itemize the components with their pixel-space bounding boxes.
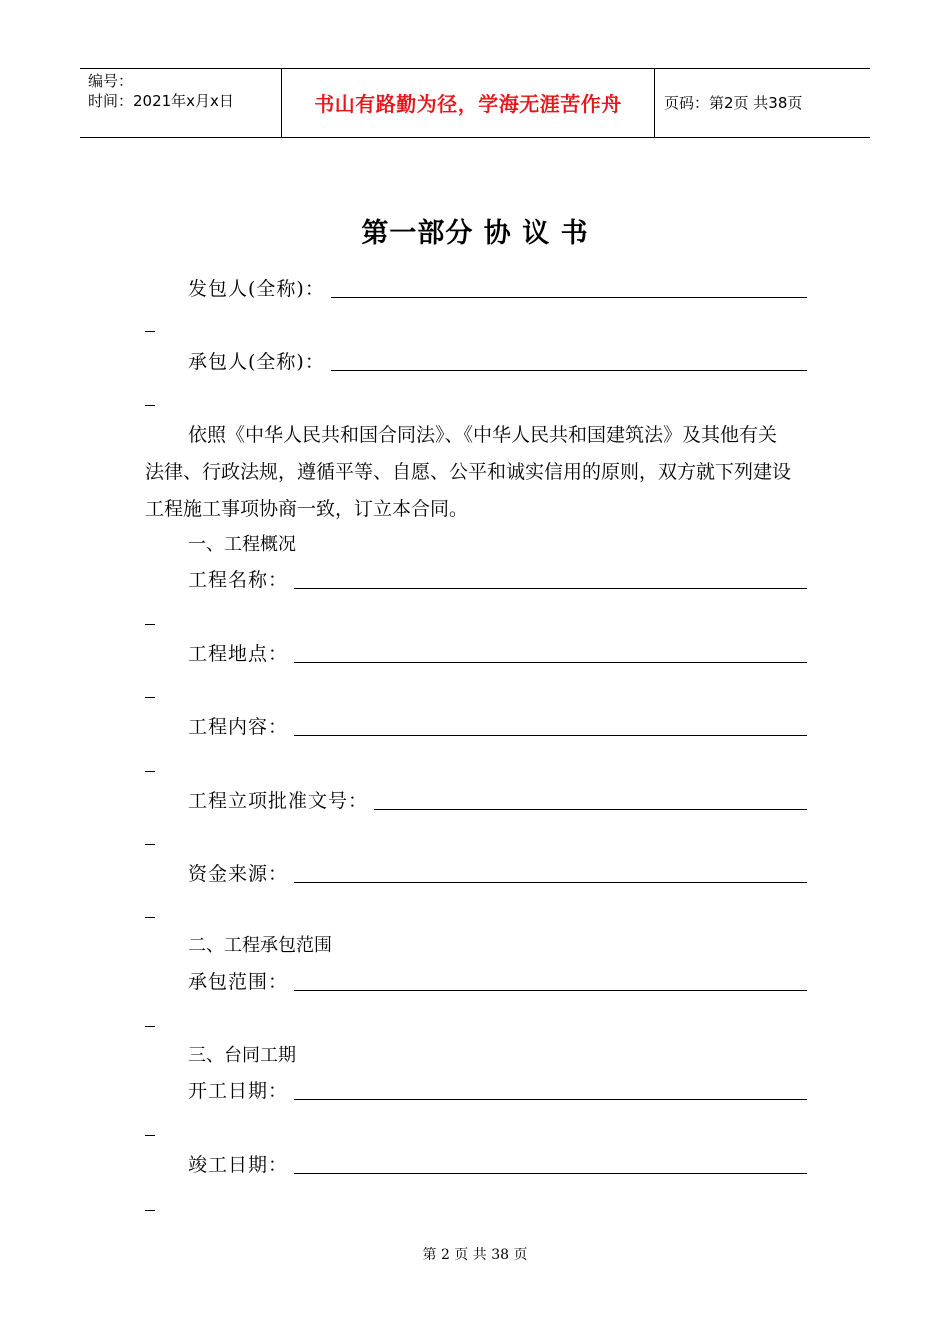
continuation-dash [145, 697, 155, 698]
header-middle-cell [281, 69, 655, 137]
continuation-dash [145, 1210, 155, 1211]
finish-date-blank-line[interactable] [294, 1172, 807, 1174]
contract-scope-field [188, 965, 807, 995]
contract-scope-blank-line[interactable] [294, 989, 807, 991]
project-content-field [188, 710, 807, 740]
finish-date-label: 竣工日期： [188, 1154, 289, 1176]
start-date-label: 开工日期： [188, 1080, 289, 1102]
approval-number-label: 工程立项批准文号： [188, 790, 369, 812]
project-location-label: 工程地点： [188, 643, 289, 665]
project-content-label: 工程内容： [188, 716, 289, 738]
contractor-label: 承包人(全称)： [188, 351, 325, 373]
section-heading-overview: 一、工程概况 [188, 534, 296, 555]
header-page-number: 页码：第2页 共38页 [664, 94, 803, 112]
header-right-cell [654, 69, 870, 137]
continuation-dash [145, 1135, 155, 1136]
funding-source-field [188, 857, 807, 887]
approval-number-field [188, 784, 807, 814]
employer-field [188, 272, 807, 302]
contractor-blank-line[interactable] [331, 369, 807, 371]
intro-line: 工程施工事项协商一致，订立本合同。 [145, 498, 469, 520]
continuation-dash [145, 771, 155, 772]
contractor-field [188, 345, 807, 375]
finish-date-field [188, 1148, 807, 1178]
employer-blank-line[interactable] [331, 296, 807, 298]
intro-paragraph [145, 417, 807, 528]
project-name-blank-line[interactable] [294, 587, 807, 589]
start-date-blank-line[interactable] [294, 1098, 807, 1100]
project-name-field [188, 563, 807, 593]
project-content-blank-line[interactable] [294, 734, 807, 736]
document-code-label: 编号： [88, 72, 134, 90]
continuation-dash [145, 405, 155, 406]
funding-source-label: 资金来源： [188, 863, 289, 885]
employer-label: 发包人(全称)： [188, 278, 325, 300]
contract-scope-label: 承包范围： [188, 971, 289, 993]
page-header [80, 68, 870, 138]
section-heading-period: 三、台同工期 [188, 1045, 296, 1066]
header-left-cell [80, 69, 280, 137]
document-time-label: 时间：2021年x月x日 [88, 92, 234, 110]
continuation-dash [145, 1026, 155, 1027]
approval-number-blank-line[interactable] [374, 808, 807, 810]
continuation-dash [145, 917, 155, 918]
header-motto: 书山有路勤为径，学海无涯苦作舟 [314, 92, 622, 116]
start-date-field [188, 1074, 807, 1104]
project-name-label: 工程名称： [188, 569, 289, 591]
page-footer: 第 2 页 共 38 页 [422, 1247, 528, 1263]
intro-line: 依照《中华人民共和国合同法》、《中华人民共和国建筑法》及其他有关 [188, 424, 778, 446]
funding-source-blank-line[interactable] [294, 881, 807, 883]
project-location-field [188, 637, 807, 667]
intro-line: 法律、行政法规，遵循平等、自愿、公平和诚实信用的原则，双方就下列建设 [145, 461, 792, 483]
continuation-dash [145, 331, 155, 332]
section-heading-scope: 二、工程承包范围 [188, 935, 332, 956]
continuation-dash [145, 844, 155, 845]
continuation-dash [145, 624, 155, 625]
project-location-blank-line[interactable] [294, 661, 807, 663]
page-title: 第一部分 协 议 书 [361, 218, 589, 249]
